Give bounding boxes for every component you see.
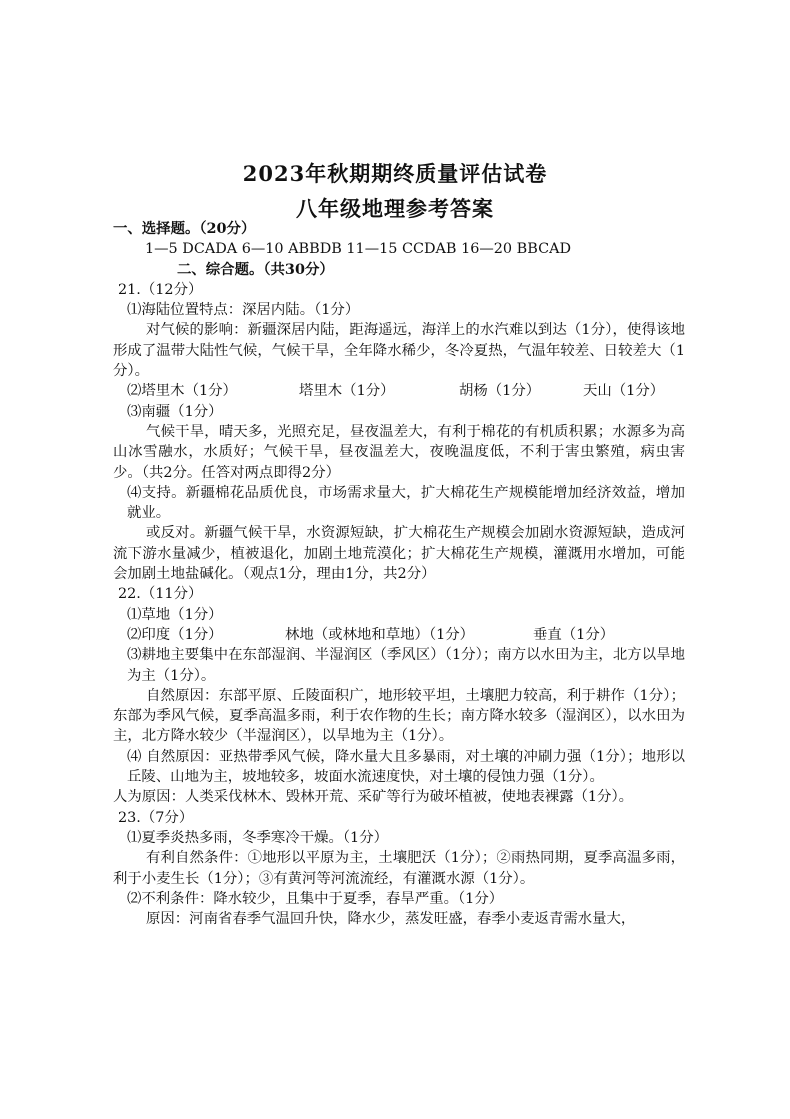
- q21-part4: ⑷支持。新疆棉花品质优良，市场需求量大，扩大棉花生产规模能增加经济效益，增加就业。: [127, 484, 685, 522]
- q22-label: 22.（11分）: [118, 586, 203, 603]
- q21-part2-b: 塔里木（1分）: [299, 383, 395, 400]
- q23-label: 23.（7分）: [118, 809, 194, 826]
- q21-part2-c: 胡杨（1分）: [459, 383, 541, 400]
- q22-part2-row: [113, 625, 685, 645]
- q22-part3-detail: 自然原因：东部平原、丘陵面积广，地形较平坦，土壤肥力较高，利于耕作（1分）；东部为季风气候，夏季高温多雨，利于农作物的生长；南方降水较多（湿润区），以水田为主，北方降水较少（半湿润区），以旱地为主（1分）。: [113, 687, 685, 745]
- section2-heading: 二、综合题。（共30分）: [177, 260, 334, 278]
- page-title: 2023年秋期期终质量评估试卷: [242, 161, 548, 186]
- q21-label: 21.（12分）: [118, 281, 203, 298]
- q22-part2-c: 垂直（1分）: [533, 626, 615, 643]
- q21-part4-detail: 或反对。新疆气候干旱，水资源短缺，扩大棉花生产规模会加剧水资源短缺，造成河流下游水量减少，植被退化，加剧土地荒漠化；扩大棉花生产规模，灌溉用水增加，可能会加剧土地盐碱化。（观点1分，理由1分，共2分）: [113, 525, 685, 583]
- q21-part1: ⑴海陆位置特点：深居内陆。（1分）: [127, 302, 360, 319]
- q22-part3: ⑶耕地主要集中在东部湿润、半湿润区（季风区）（1分）；南方以水田为主，北方以旱地为主（1分）。: [127, 647, 685, 684]
- q22-part4: ⑷ 自然原因：亚热带季风气候，降水量大且多暴雨，对土壤的冲刷力强（1分）；地形以丘陵、山地为主，坡地较多，坡面水流速度快，对土壤的侵蚀力强（1分）。: [127, 748, 685, 786]
- q21-part1-detail: 对气候的影响：新疆深居内陆，距海遥远，海洋上的水汽难以到达（1分），使得该地形成了温带大陆性气候，气候干旱，全年降水稀少，冬冷夏热，气温年较差、日较差大（1分）。: [113, 322, 685, 380]
- q23-part2: ⑵不利条件：降水较少，且集中于夏季，春旱严重。（1分）: [127, 890, 504, 907]
- page-subtitle: 八年级地理参考答案: [296, 196, 494, 221]
- section1-answers: 1—5 DCADA 6—10 ABBDB 11—15 CCDAB 16—20 BBCAD: [145, 241, 572, 258]
- q22-part4-human: 人为原因：人类采伐林木、毁林开荒、采矿等行为破坏植被，使地表裸露（1分）。: [113, 789, 634, 806]
- q22-part2-a: ⑵印度（1分）: [127, 626, 223, 643]
- q21-part3: ⑶南疆（1分）: [127, 403, 223, 420]
- q21-part2-row: [113, 381, 685, 401]
- q21-part3-detail: 气候干旱，晴天多，光照充足，昼夜温差大，有利于棉花的有机质积累；水源多为高山冰雪融水，水质好；气候干旱，昼夜温差大，夜晚温度低，不利于害虫繁殖，病虫害少。（共2分。任答对两点即得2分）: [113, 423, 685, 481]
- q22-part2-b: 林地（或林地和草地）（1分）: [285, 626, 475, 643]
- answer-body: [113, 219, 685, 929]
- q23-part1: ⑴夏季炎热多雨，冬季寒冷干燥。（1分）: [127, 829, 388, 846]
- section1-heading: 一、选择题。（20分）: [113, 220, 256, 237]
- q21-part2-a: ⑵塔里木（1分）: [127, 383, 237, 400]
- q23-part2-detail: 原因：河南省春季气温回升快，降水少，蒸发旺盛，春季小麦返青需水量大，: [146, 911, 636, 928]
- q21-part2-d: 天山（1分）: [583, 383, 665, 400]
- q23-part1-detail: 有利自然条件：①地形以平原为主，土壤肥沃（1分）；②雨热同期，夏季高温多雨，利于小麦生长（1分）；③有黄河等河流流经，有灌溉水源（1分）。: [113, 850, 685, 887]
- q22-part1: ⑴草地（1分）: [127, 606, 223, 623]
